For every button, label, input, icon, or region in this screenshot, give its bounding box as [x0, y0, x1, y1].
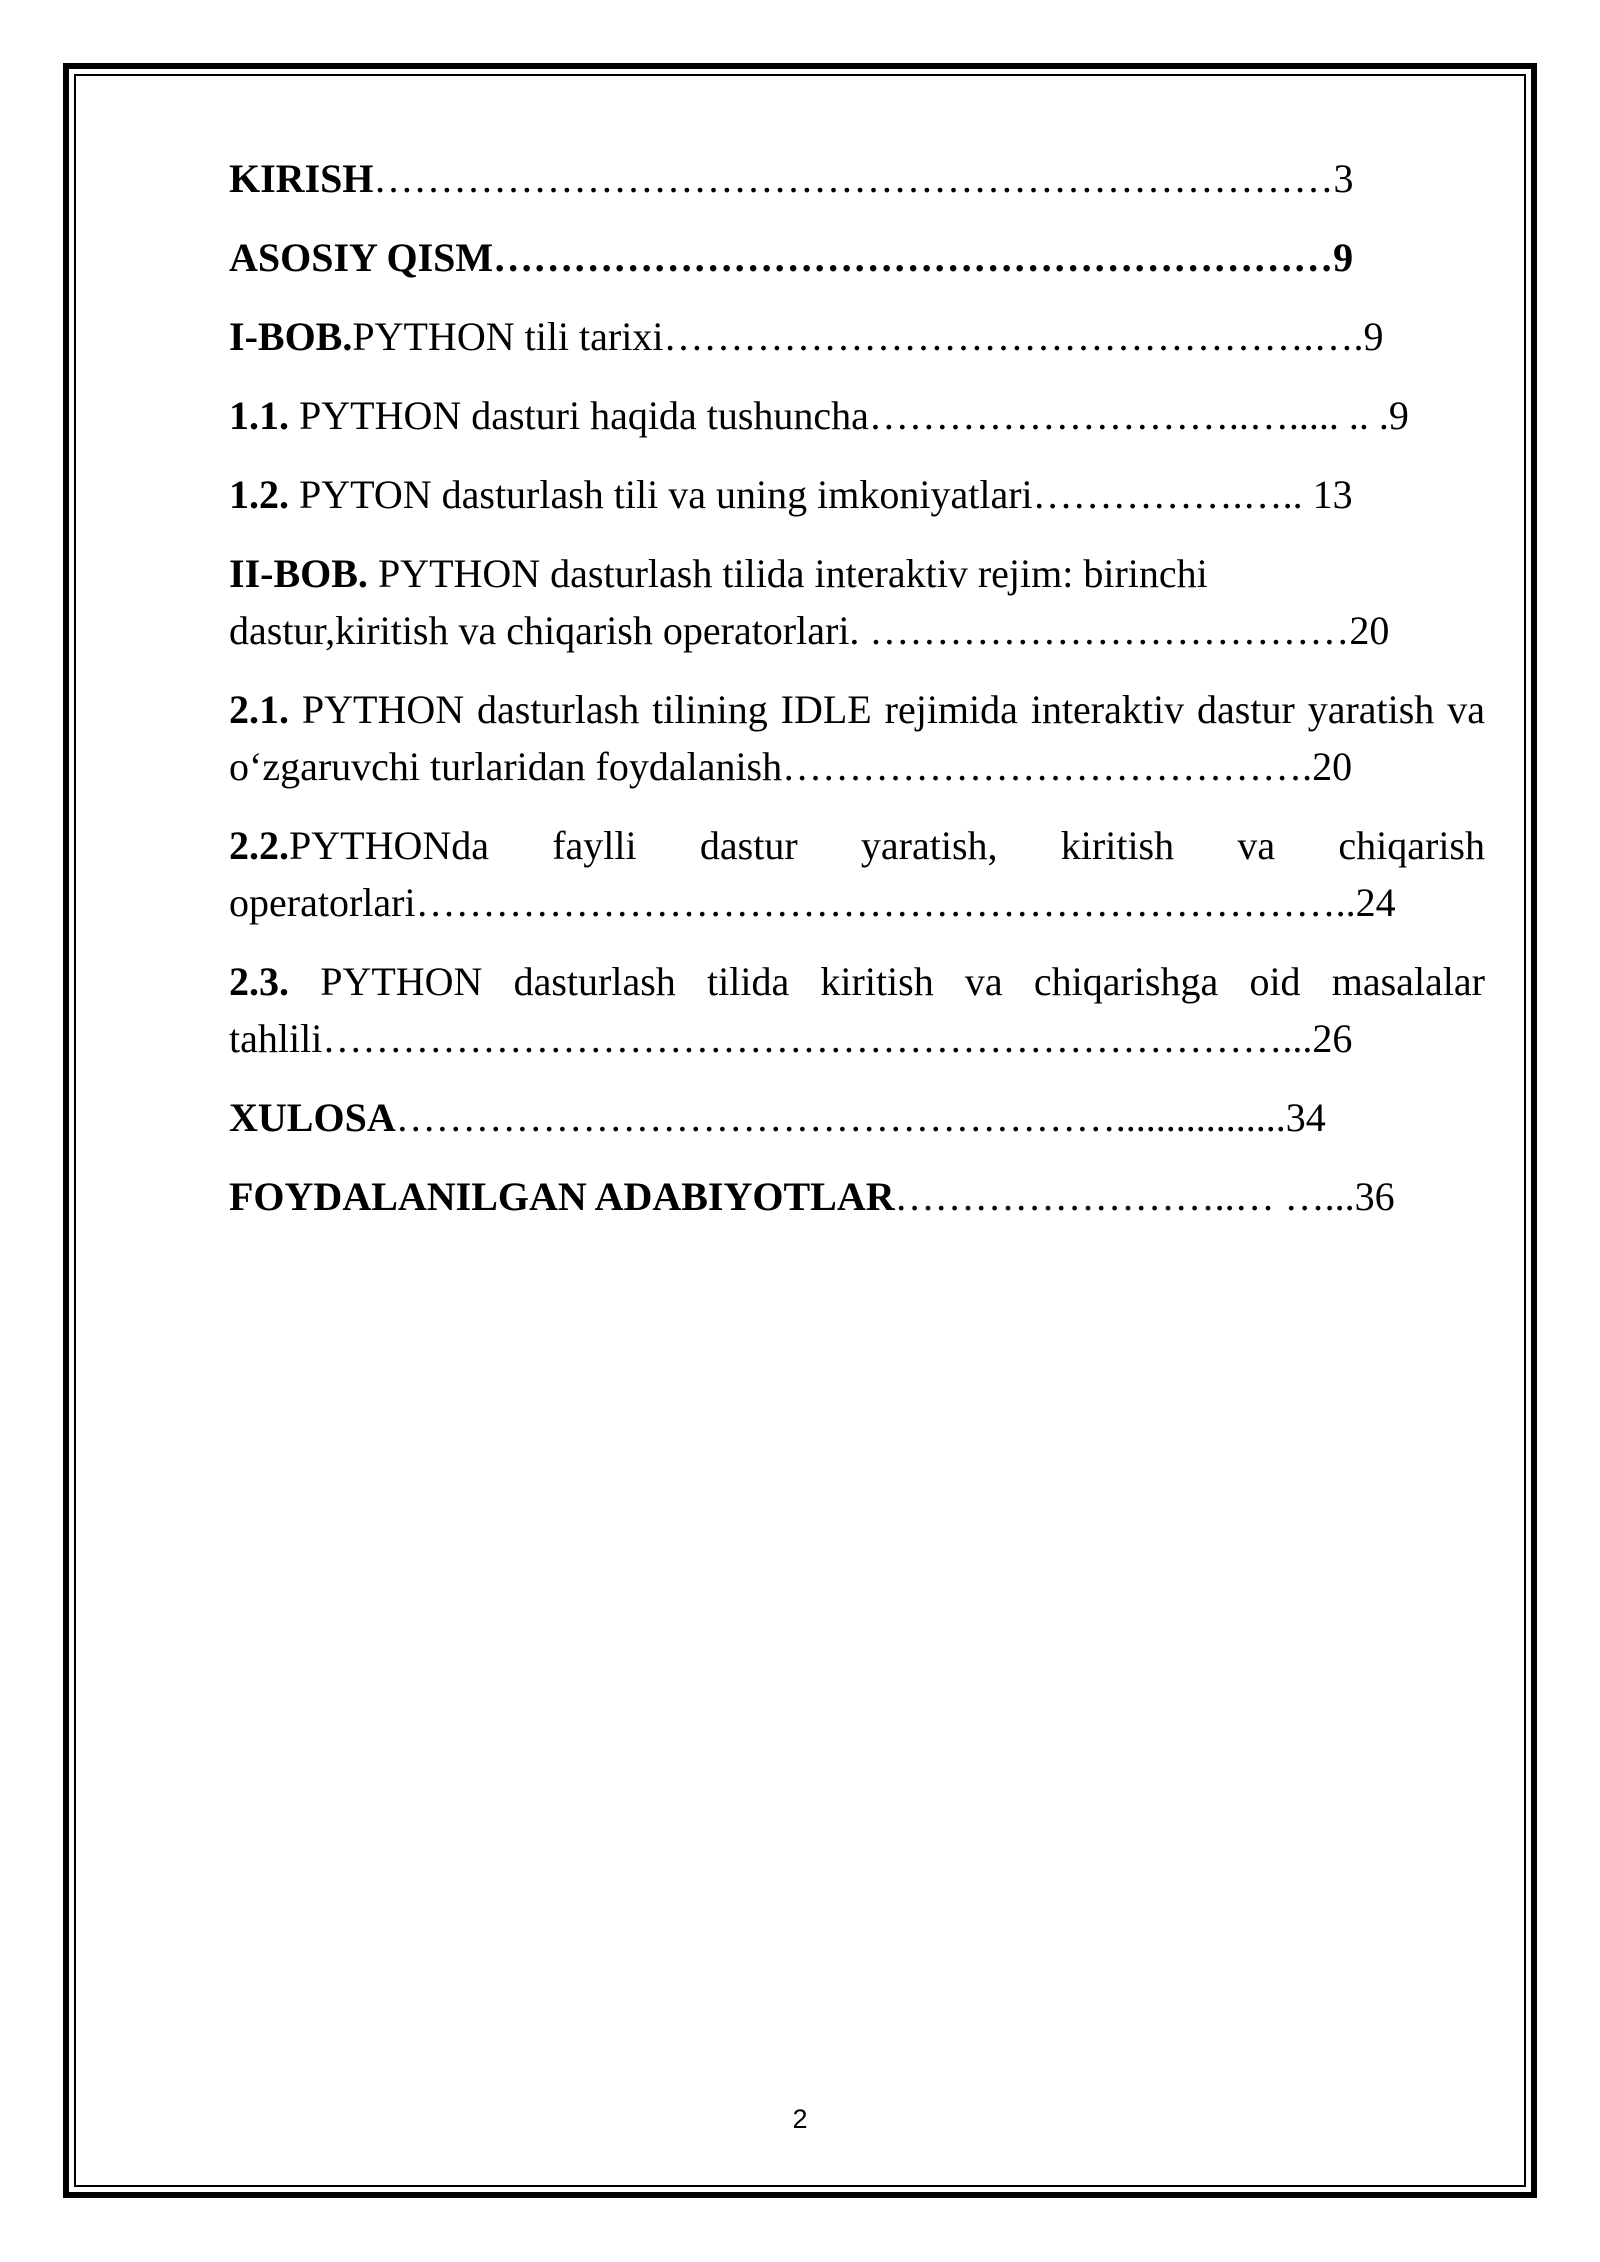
toc-text: PYTHON dasturlash tilining IDLE rejimida interaktiv dastur yaratish [289, 687, 1435, 732]
toc-label: 2.1. [229, 687, 289, 732]
toc-entry-1-2 [229, 466, 1485, 523]
toc-entry-kirish [229, 150, 1485, 207]
toc-label: 2.3. [229, 959, 289, 1004]
toc-text-continued: operatorlari……………………………………………………………..24 [229, 880, 1396, 925]
toc-leader: ………………………………………………………………3 [373, 156, 1354, 201]
toc-page: 13 [1312, 472, 1353, 517]
toc-label: 2.2. [229, 823, 289, 868]
toc-text: PYTHON tili tarixi………………………………………….….9 [352, 314, 1384, 359]
toc-entry-foydalanilgan-adabiyotlar [229, 1168, 1485, 1225]
toc-label: FOYDALANILGAN ADABIYOTLAR [229, 1174, 895, 1219]
toc-entry-asosiy-qism [229, 229, 1485, 286]
toc-text-continued: tahlili………………………………………………………………...26 [229, 1016, 1353, 1061]
toc-entry-xulosa [229, 1089, 1485, 1146]
toc-label: I-BOB. [229, 314, 353, 359]
toc-leader: ……………………………………………….................34 [395, 1095, 1326, 1140]
toc-entry-bob-2 [229, 545, 1485, 659]
toc-text-continued: dastur,kiritish va chiqarish operatorlari. ………………………………20 [229, 608, 1390, 653]
table-of-contents [229, 150, 1485, 1247]
toc-text-continued: va o‘zgaruvchi turlaridan foydalanish………………………………….20 [229, 687, 1485, 789]
toc-entry-2-1 [229, 681, 1485, 795]
toc-label: II-BOB. [229, 551, 368, 596]
toc-text: PYTHON dasturi haqida tushuncha………………………..…..... .. .9 [289, 393, 1409, 438]
toc-text: PYTHON dasturlash tilida interaktiv rejim: birinchi [367, 551, 1208, 596]
toc-label: 1.2. [229, 472, 289, 517]
toc-leader: ……………………..… …...36 [894, 1174, 1395, 1219]
toc-text: PYTHON dasturlash tilida kiritish va chiqarishga oid masalalar [289, 959, 1485, 1004]
toc-entry-2-2 [229, 817, 1485, 931]
toc-entry-bob-1 [229, 308, 1485, 365]
toc-label: XULOSA [229, 1095, 396, 1140]
toc-entry-1-1 [229, 387, 1485, 444]
toc-label: 1.1. [229, 393, 289, 438]
toc-label: KIRISH [229, 156, 374, 201]
toc-text: PYTHONda faylli dastur yaratish, kiritish va chiqarish [289, 823, 1485, 868]
toc-leader: ………………………………………………………9 [493, 235, 1354, 280]
toc-entry-2-3 [229, 953, 1485, 1067]
toc-text: PYTON dasturlash tili va uning imkoniyatlari…………….….. [289, 472, 1313, 517]
page-number: 2 [792, 2104, 808, 2134]
toc-label: ASOSIY QISM [229, 235, 494, 280]
